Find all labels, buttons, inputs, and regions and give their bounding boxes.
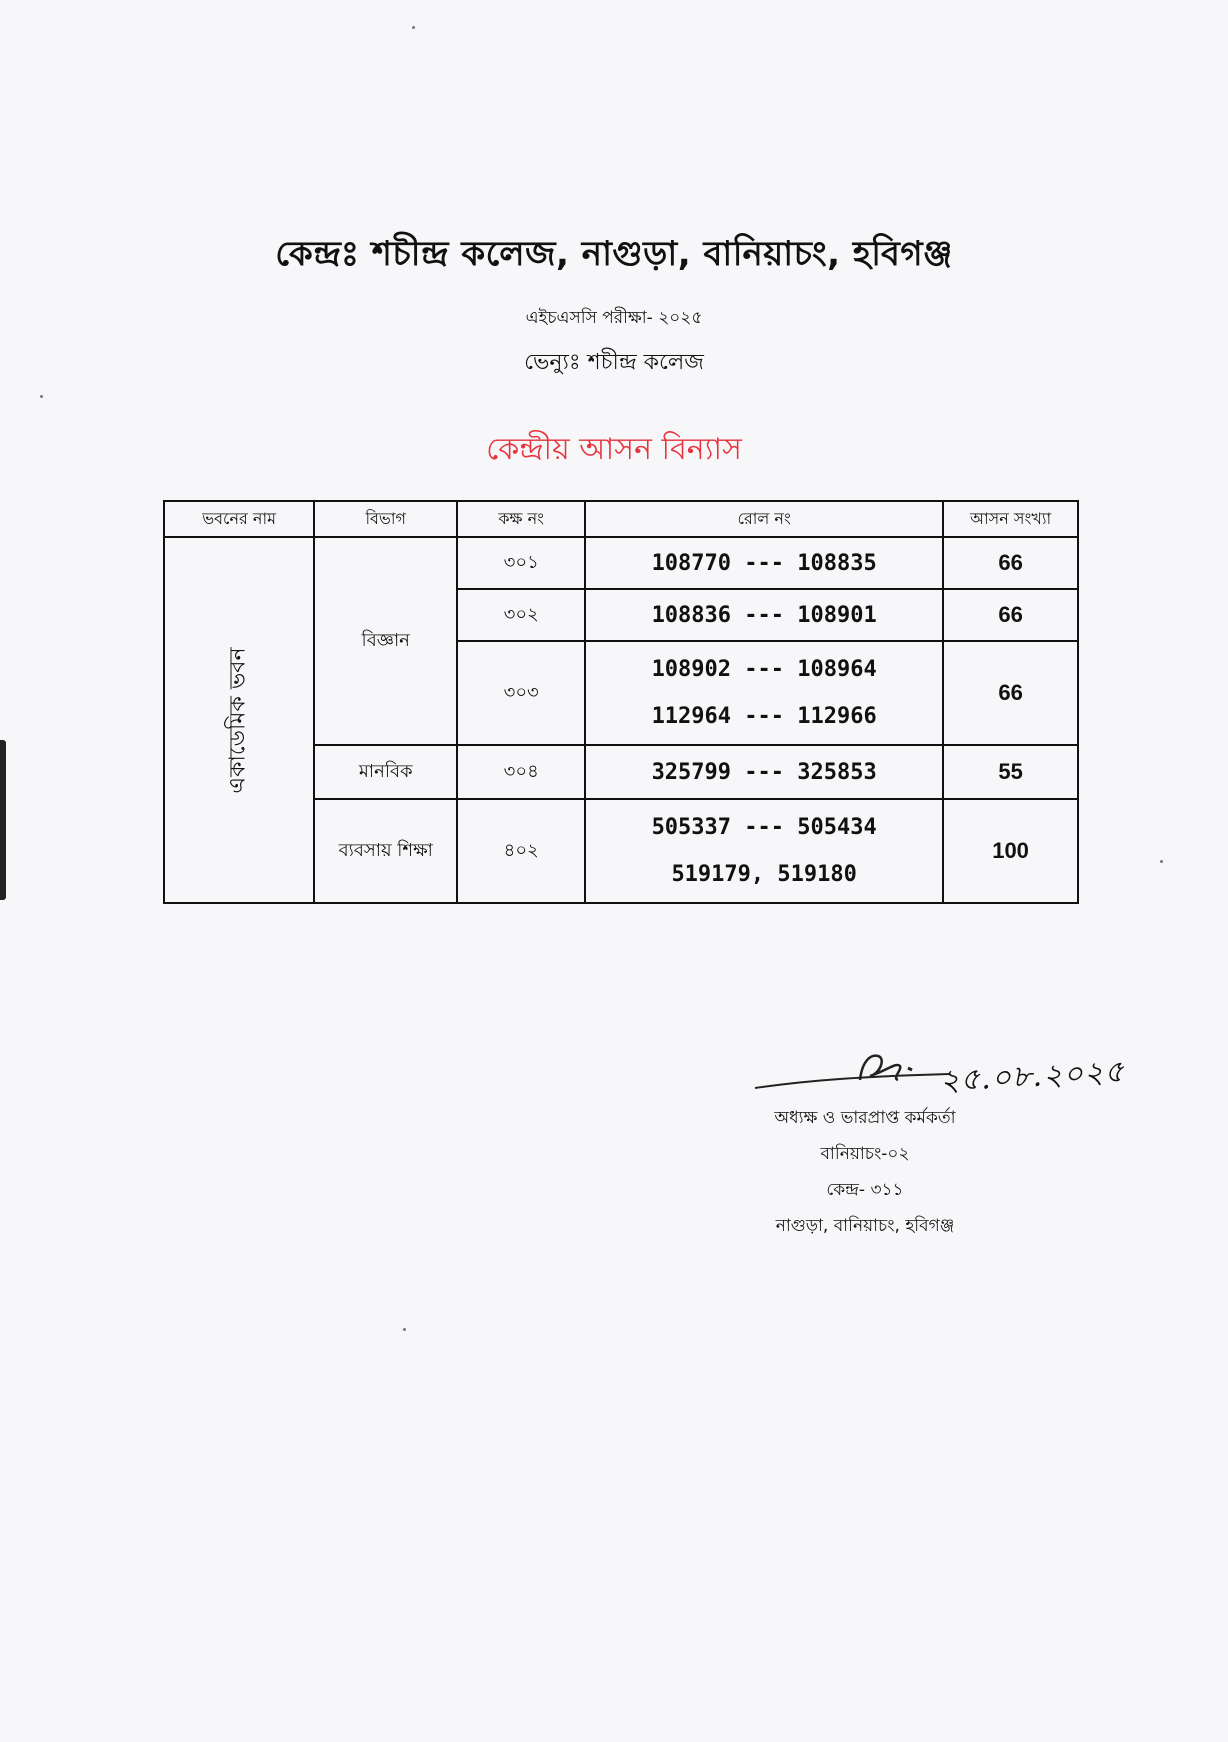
room-cell: ৩০১ — [457, 537, 585, 589]
roll-range: 112964 --- 112966 — [651, 704, 877, 729]
table-row — [164, 537, 1078, 589]
building-cell — [164, 537, 314, 903]
venue-name: ভেন্যুঃ শচীন্দ্র কলেজ — [524, 350, 704, 375]
signature-date: ২৫.০৮.২০২৫ — [939, 1054, 1126, 1099]
room-cell: ৩০২ — [457, 589, 585, 641]
seat-count-cell: 100 — [943, 799, 1078, 903]
signatory-details — [720, 1100, 1010, 1244]
header-building: ভবনের নাম — [164, 501, 314, 537]
seat-plan-table — [163, 500, 1079, 904]
header-room: কক্ষ নং — [457, 501, 585, 537]
room-cell: ৩০৪ — [457, 745, 585, 799]
paper-speck — [403, 1328, 406, 1331]
seat-count-cell: 66 — [943, 641, 1078, 745]
table-header-row — [164, 501, 1078, 537]
header-roll: রোল নং — [585, 501, 943, 537]
signatory-address: নাগুড়া, বানিয়াচং, হবিগঞ্জ — [775, 1216, 955, 1236]
department-cell: বিজ্ঞান — [314, 537, 457, 745]
roll-range: 505337 --- 505434 — [651, 815, 877, 840]
signatory-center: কেন্দ্র- ৩১১ — [826, 1180, 904, 1200]
paper-speck — [1160, 860, 1163, 863]
header-department: বিভাগ — [314, 501, 457, 537]
header-seats: আসন সংখ্যা — [943, 501, 1078, 537]
page-edge-shadow — [0, 740, 6, 900]
seat-count-cell: 55 — [943, 745, 1078, 799]
seat-count-cell: 66 — [943, 537, 1078, 589]
signatory-title: অধ্যক্ষ ও ভারপ্রাপ্ত কর্মকর্তা — [774, 1108, 956, 1128]
roll-cell: 325799 --- 325853 — [585, 745, 943, 799]
room-cell: ৪০২ — [457, 799, 585, 903]
roll-cell — [585, 799, 943, 903]
roll-range: 108902 --- 108964 — [651, 657, 877, 682]
exam-name: এইচএসসি পরীক্ষা- ২০২৫ — [525, 308, 703, 328]
seat-plan-title: কেন্দ্রীয় আসন বিন্যাস — [486, 432, 742, 467]
signatory-code: বানিয়াচং-০২ — [820, 1144, 910, 1164]
document-header — [0, 228, 1228, 382]
roll-range: 519179, 519180 — [671, 862, 857, 887]
roll-cell: 108836 --- 108901 — [585, 589, 943, 641]
roll-cell — [585, 641, 943, 745]
department-cell: মানবিক — [314, 745, 457, 799]
department-cell: ব্যবসায় শিক্ষা — [314, 799, 457, 903]
paper-speck — [412, 26, 415, 29]
room-cell: ৩০৩ — [457, 641, 585, 745]
seat-count-cell: 66 — [943, 589, 1078, 641]
center-title: কেন্দ্রঃ শচীন্দ্র কলেজ, নাগুড়া, বানিয়াচং, হবিগঞ্জ — [275, 234, 953, 274]
paper-speck — [40, 395, 43, 398]
building-name: একাডেমিক ভবন — [225, 646, 251, 794]
roll-cell: 108770 --- 108835 — [585, 537, 943, 589]
